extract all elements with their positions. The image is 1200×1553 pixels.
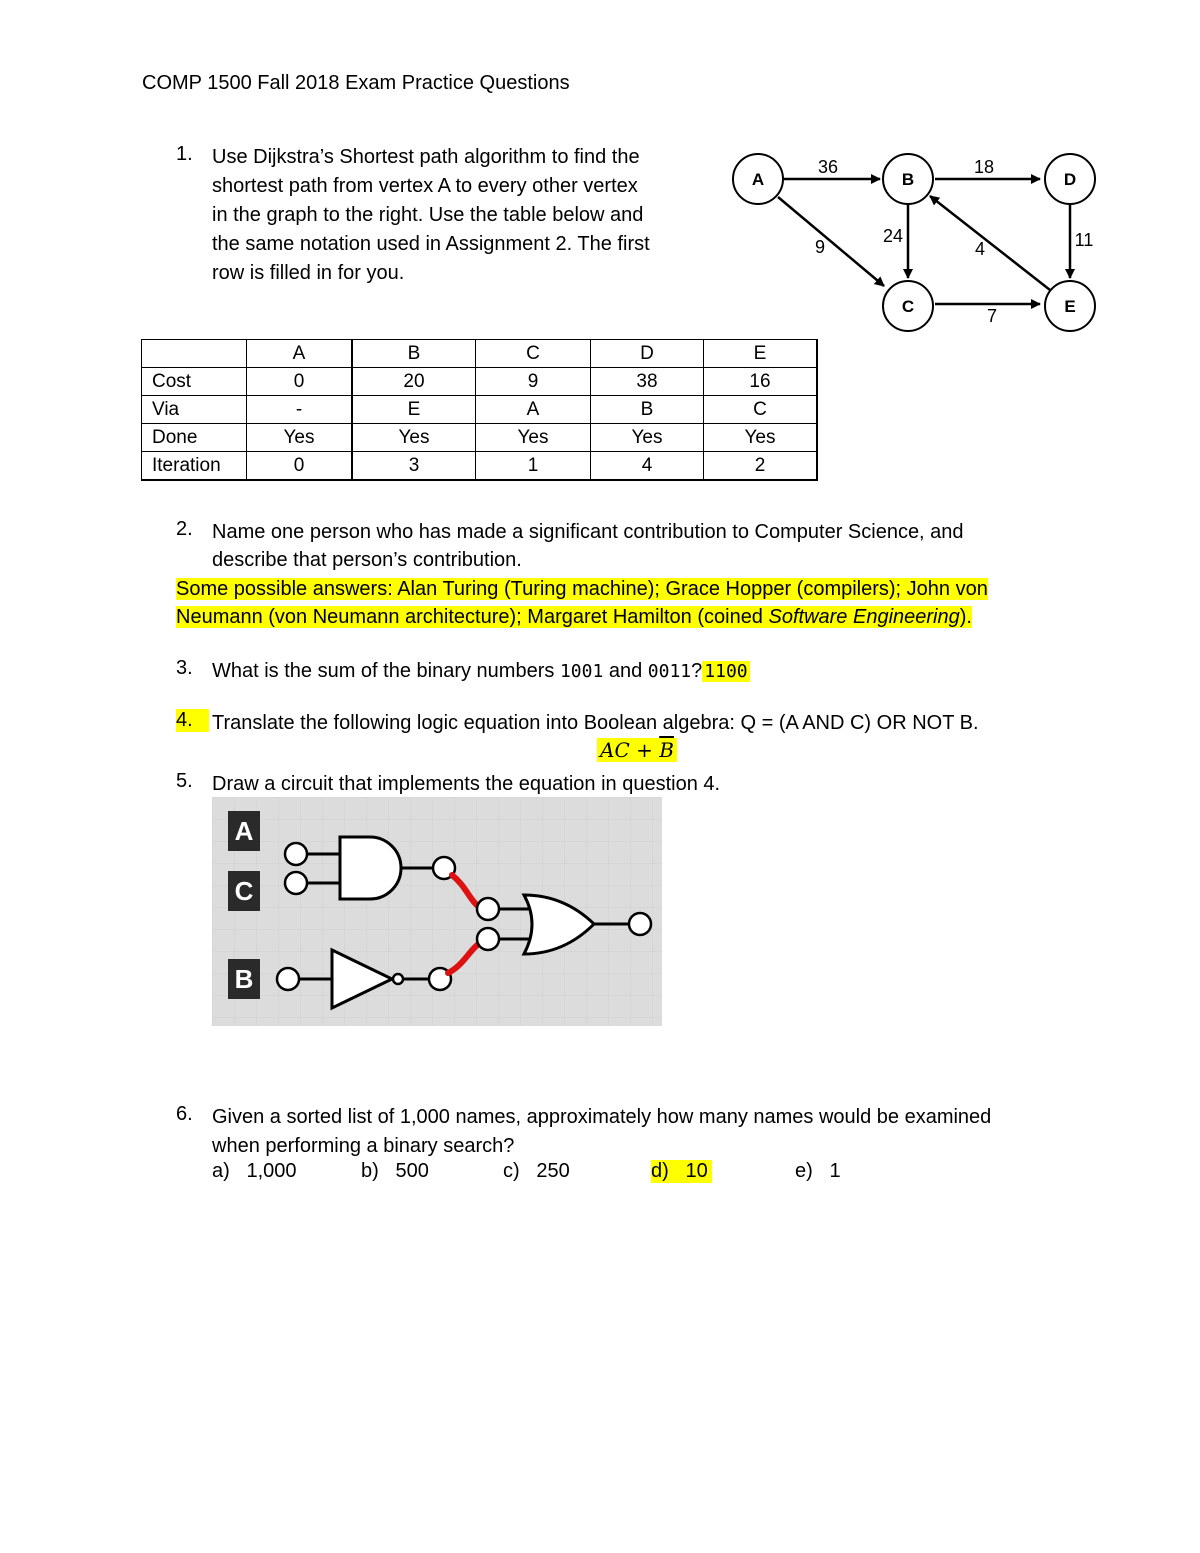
table-cell: B — [591, 396, 704, 424]
edge-weight: 9 — [814, 237, 826, 257]
q2-answer-part: ). — [959, 606, 972, 628]
and-gate — [340, 837, 401, 899]
circuit-output-pin — [629, 913, 651, 935]
q5-number: 5. — [176, 770, 193, 792]
q2-answer-emphasis: Software Engineering — [768, 606, 960, 628]
q5-text: Draw a circuit that implements the equation in question 4. — [212, 773, 721, 795]
not-input-pin — [277, 968, 299, 990]
dijkstra-graph — [720, 140, 1110, 335]
choice-letter: c) — [503, 1160, 520, 1182]
q1-text — [212, 143, 702, 288]
choice-letter: b) — [361, 1160, 379, 1182]
node-label: C — [901, 297, 915, 316]
table-cell — [142, 340, 247, 368]
table-row — [142, 424, 818, 452]
table-row — [142, 452, 818, 481]
choice-value: 10 — [685, 1160, 708, 1182]
q1-line: row is filled in for you. — [212, 262, 405, 284]
edge-weight: 18 — [973, 157, 995, 177]
q1-line: shortest path from vertex A to every other vertex — [212, 175, 638, 197]
q2-answer-line — [176, 606, 972, 628]
and-input-pin — [285, 872, 307, 894]
table-cell: D — [591, 340, 704, 368]
q6-number: 6. — [176, 1103, 193, 1125]
input-a-label: A — [234, 816, 254, 846]
node-label: B — [901, 170, 915, 189]
table-cell: 0 — [247, 368, 353, 396]
table-cell: A — [247, 340, 353, 368]
q2-number: 2. — [176, 518, 193, 540]
q6-choice-d — [651, 1160, 712, 1183]
or-input-pin — [477, 898, 499, 920]
q4-answer-formula — [597, 738, 677, 762]
table-row-label: Iteration — [142, 452, 247, 481]
edge-weight: 24 — [882, 226, 904, 246]
input-b-label: B — [234, 964, 254, 994]
table-cell: B — [352, 340, 476, 368]
q3-binary-2: 0011 — [647, 661, 692, 682]
q4-answer-part: AC + — [600, 738, 660, 762]
table-cell: C — [704, 396, 818, 424]
dijkstra-table — [141, 339, 818, 481]
q6-choice-b — [361, 1160, 429, 1183]
q3-text-part: ? — [691, 660, 703, 682]
table-cell: 38 — [591, 368, 704, 396]
q3-text — [212, 657, 1112, 686]
q4-answer-not-b: $\overline{B}$ — [659, 738, 674, 762]
choice-letter: e) — [795, 1160, 813, 1182]
q1-line: in the graph to the right. Use the table below and — [212, 204, 644, 226]
page-title: COMP 1500 Fall 2018 Exam Practice Questions — [142, 72, 570, 94]
q6-line: when performing a binary search? — [212, 1135, 515, 1157]
q2-answer-part: Neumann (von Neumann architecture); Margaret Hamilton (coined — [176, 606, 769, 628]
table-cell: Yes — [704, 424, 818, 452]
q4-number: 4. — [176, 709, 209, 732]
table-cell: Yes — [247, 424, 353, 452]
edge-weight: 7 — [986, 306, 998, 326]
table-cell: 16 — [704, 368, 818, 396]
table-cell: 20 — [352, 368, 476, 396]
q6-choice-a — [212, 1160, 297, 1183]
choice-value: 1 — [829, 1160, 841, 1182]
table-cell: A — [476, 396, 591, 424]
q6-text — [212, 1103, 1152, 1161]
q2-answer — [176, 575, 1056, 631]
logic-circuit — [212, 797, 662, 1026]
choice-value: 500 — [395, 1160, 429, 1182]
q3-text-part: and — [603, 660, 648, 682]
choice-letter: a) — [212, 1160, 230, 1182]
table-cell: 2 — [704, 452, 818, 481]
q1-line: the same notation used in Assignment 2. The first — [212, 233, 650, 255]
choice-letter: d) — [651, 1160, 669, 1182]
q3-number: 3. — [176, 657, 193, 679]
q2-line: describe that person’s contribution. — [212, 549, 522, 571]
not-bubble — [393, 974, 403, 984]
choice-value: 1,000 — [246, 1160, 297, 1182]
table-cell: Yes — [476, 424, 591, 452]
node-label: D — [1063, 170, 1077, 189]
q2-answer-line: Some possible answers: Alan Turing (Turing machine); Grace Hopper (compilers); John von — [176, 578, 988, 600]
table-row — [142, 396, 818, 424]
q6-choice-c — [503, 1160, 570, 1183]
node-label: A — [751, 170, 765, 189]
q1-number: 1. — [176, 143, 193, 165]
edge-e-b — [930, 196, 1050, 290]
q1-line: Use Dijkstra’s Shortest path algorithm to find the — [212, 146, 640, 168]
table-row-label: Via — [142, 396, 247, 424]
table-row-label: Cost — [142, 368, 247, 396]
choice-value: 250 — [536, 1160, 570, 1182]
q3-binary-1: 1001 — [559, 661, 604, 682]
q6-choice-e — [795, 1160, 841, 1183]
table-cell: 4 — [591, 452, 704, 481]
q2-text — [212, 518, 1112, 574]
node-label: E — [1064, 297, 1076, 316]
table-cell: Yes — [591, 424, 704, 452]
and-input-pin — [285, 843, 307, 865]
table-row-label: Done — [142, 424, 247, 452]
q3-text-part: What is the sum of the binary numbers — [212, 660, 560, 682]
edge-a-c — [778, 197, 884, 286]
table-row — [142, 368, 818, 396]
q4-text: Translate the following logic equation into Boolean algebra: Q = (A AND C) OR NOT B. — [212, 712, 979, 734]
circuit-background — [212, 797, 662, 1026]
q6-line: Given a sorted list of 1,000 names, approximately how many names would be examined — [212, 1106, 992, 1128]
table-header-row — [142, 340, 818, 368]
table-cell: 3 — [352, 452, 476, 481]
q3-answer: 1100 — [704, 661, 748, 682]
table-cell: E — [704, 340, 818, 368]
or-input-pin — [477, 928, 499, 950]
edge-weight: 36 — [817, 157, 839, 177]
edge-weight: 4 — [974, 239, 986, 259]
edge-weight: 11 — [1074, 230, 1094, 250]
input-c-label: C — [234, 876, 254, 906]
table-cell: - — [247, 396, 353, 424]
table-cell: 9 — [476, 368, 591, 396]
table-cell: E — [352, 396, 476, 424]
q2-line: Name one person who has made a significant contribution to Computer Science, and — [212, 521, 964, 543]
table-cell: 1 — [476, 452, 591, 481]
table-cell: C — [476, 340, 591, 368]
table-cell: 0 — [247, 452, 353, 481]
table-cell: Yes — [352, 424, 476, 452]
